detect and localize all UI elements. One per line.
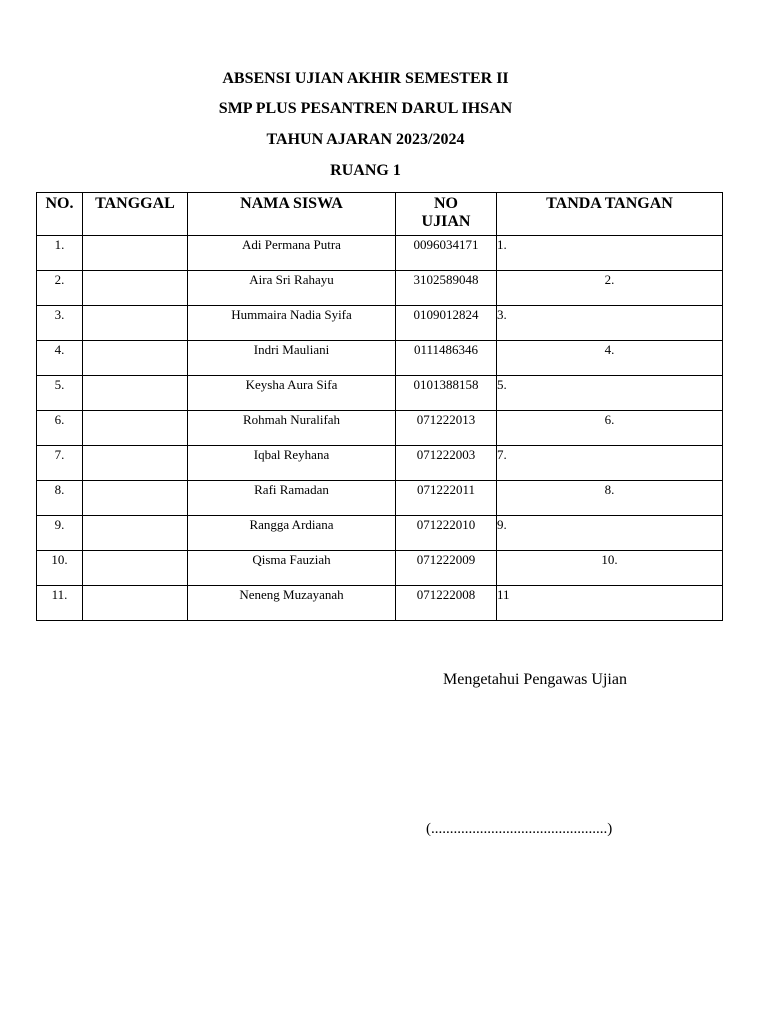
row-number-cell: 7. — [37, 446, 83, 481]
student-name-cell: Hummaira Nadia Syifa — [188, 306, 396, 341]
row-number-cell: 5. — [37, 376, 83, 411]
exam-number-cell: 071222009 — [396, 551, 497, 586]
date-cell — [83, 411, 188, 446]
table-body — [37, 236, 723, 621]
column-header-tanda-tangan: TANDA TANGAN — [497, 193, 723, 236]
table-row — [37, 411, 723, 446]
table-row — [37, 271, 723, 306]
signature-cell: 2. — [497, 271, 723, 306]
row-number-cell: 8. — [37, 481, 83, 516]
column-header-no: NO. — [37, 193, 83, 236]
date-cell — [83, 271, 188, 306]
exam-number-cell: 0101388158 — [396, 376, 497, 411]
signature-cell: 1. — [497, 236, 723, 271]
school-name: SMP PLUS PESANTREN DARUL IHSAN — [218, 100, 513, 117]
table-row — [37, 376, 723, 411]
table-row — [37, 586, 723, 621]
row-number-cell: 1. — [37, 236, 83, 271]
signature-cell: 4. — [497, 341, 723, 376]
row-number-cell: 10. — [37, 551, 83, 586]
signature-cell: 11 — [497, 586, 723, 621]
exam-number-cell: 071222008 — [396, 586, 497, 621]
exam-number-cell: 0096034171 — [396, 236, 497, 271]
table-row — [37, 516, 723, 551]
date-cell — [83, 516, 188, 551]
table-row — [37, 551, 723, 586]
date-cell — [83, 341, 188, 376]
signature-cell: 9. — [497, 516, 723, 551]
row-number-cell: 3. — [37, 306, 83, 341]
signature-cell: 7. — [497, 446, 723, 481]
student-name-cell: Keysha Aura Sifa — [188, 376, 396, 411]
date-cell — [83, 481, 188, 516]
document-title: ABSENSI UJIAN AKHIR SEMESTER II — [222, 70, 509, 87]
date-cell — [83, 306, 188, 341]
exam-number-cell: 071222011 — [396, 481, 497, 516]
exam-number-cell: 0109012824 — [396, 306, 497, 341]
table-row — [37, 446, 723, 481]
signature-cell: 8. — [497, 481, 723, 516]
supervisor-label: Mengetahui Pengawas Ujian — [443, 671, 627, 688]
table-row — [37, 306, 723, 341]
student-name-cell: Indri Mauliani — [188, 341, 396, 376]
exam-number-cell: 071222010 — [396, 516, 497, 551]
student-name-cell: Rafi Ramadan — [188, 481, 396, 516]
exam-number-cell: 3102589048 — [396, 271, 497, 306]
student-name-cell: Qisma Fauziah — [188, 551, 396, 586]
table-row — [37, 481, 723, 516]
date-cell — [83, 586, 188, 621]
exam-number-cell: 0111486346 — [396, 341, 497, 376]
student-name-cell: Iqbal Reyhana — [188, 446, 396, 481]
student-name-cell: Rohmah Nuralifah — [188, 411, 396, 446]
table-row — [37, 236, 723, 271]
academic-year: TAHUN AJARAN 2023/2024 — [266, 131, 465, 148]
signature-cell: 6. — [497, 411, 723, 446]
row-number-cell: 6. — [37, 411, 83, 446]
row-number-cell: 2. — [37, 271, 83, 306]
attendance-table — [36, 192, 723, 621]
table-header-row — [37, 193, 723, 236]
table-row — [37, 341, 723, 376]
signature-line: (...............................................) — [426, 821, 613, 837]
date-cell — [83, 236, 188, 271]
column-header-tanggal: TANGGAL — [83, 193, 188, 236]
row-number-cell: 11. — [37, 586, 83, 621]
exam-number-cell: 071222003 — [396, 446, 497, 481]
student-name-cell: Aira Sri Rahayu — [188, 271, 396, 306]
exam-number-cell: 071222013 — [396, 411, 497, 446]
student-name-cell: Neneng Muzayanah — [188, 586, 396, 621]
date-cell — [83, 446, 188, 481]
date-cell — [83, 551, 188, 586]
column-header-nama-siswa: NAMA SISWA — [188, 193, 396, 236]
date-cell — [83, 376, 188, 411]
student-name-cell: Rangga Ardiana — [188, 516, 396, 551]
signature-cell: 10. — [497, 551, 723, 586]
signature-cell: 3. — [497, 306, 723, 341]
row-number-cell: 9. — [37, 516, 83, 551]
room-label: RUANG 1 — [330, 162, 401, 179]
student-name-cell: Adi Permana Putra — [188, 236, 396, 271]
row-number-cell: 4. — [37, 341, 83, 376]
signature-cell: 5. — [497, 376, 723, 411]
column-header-no-ujian: NO UJIAN — [396, 193, 497, 236]
